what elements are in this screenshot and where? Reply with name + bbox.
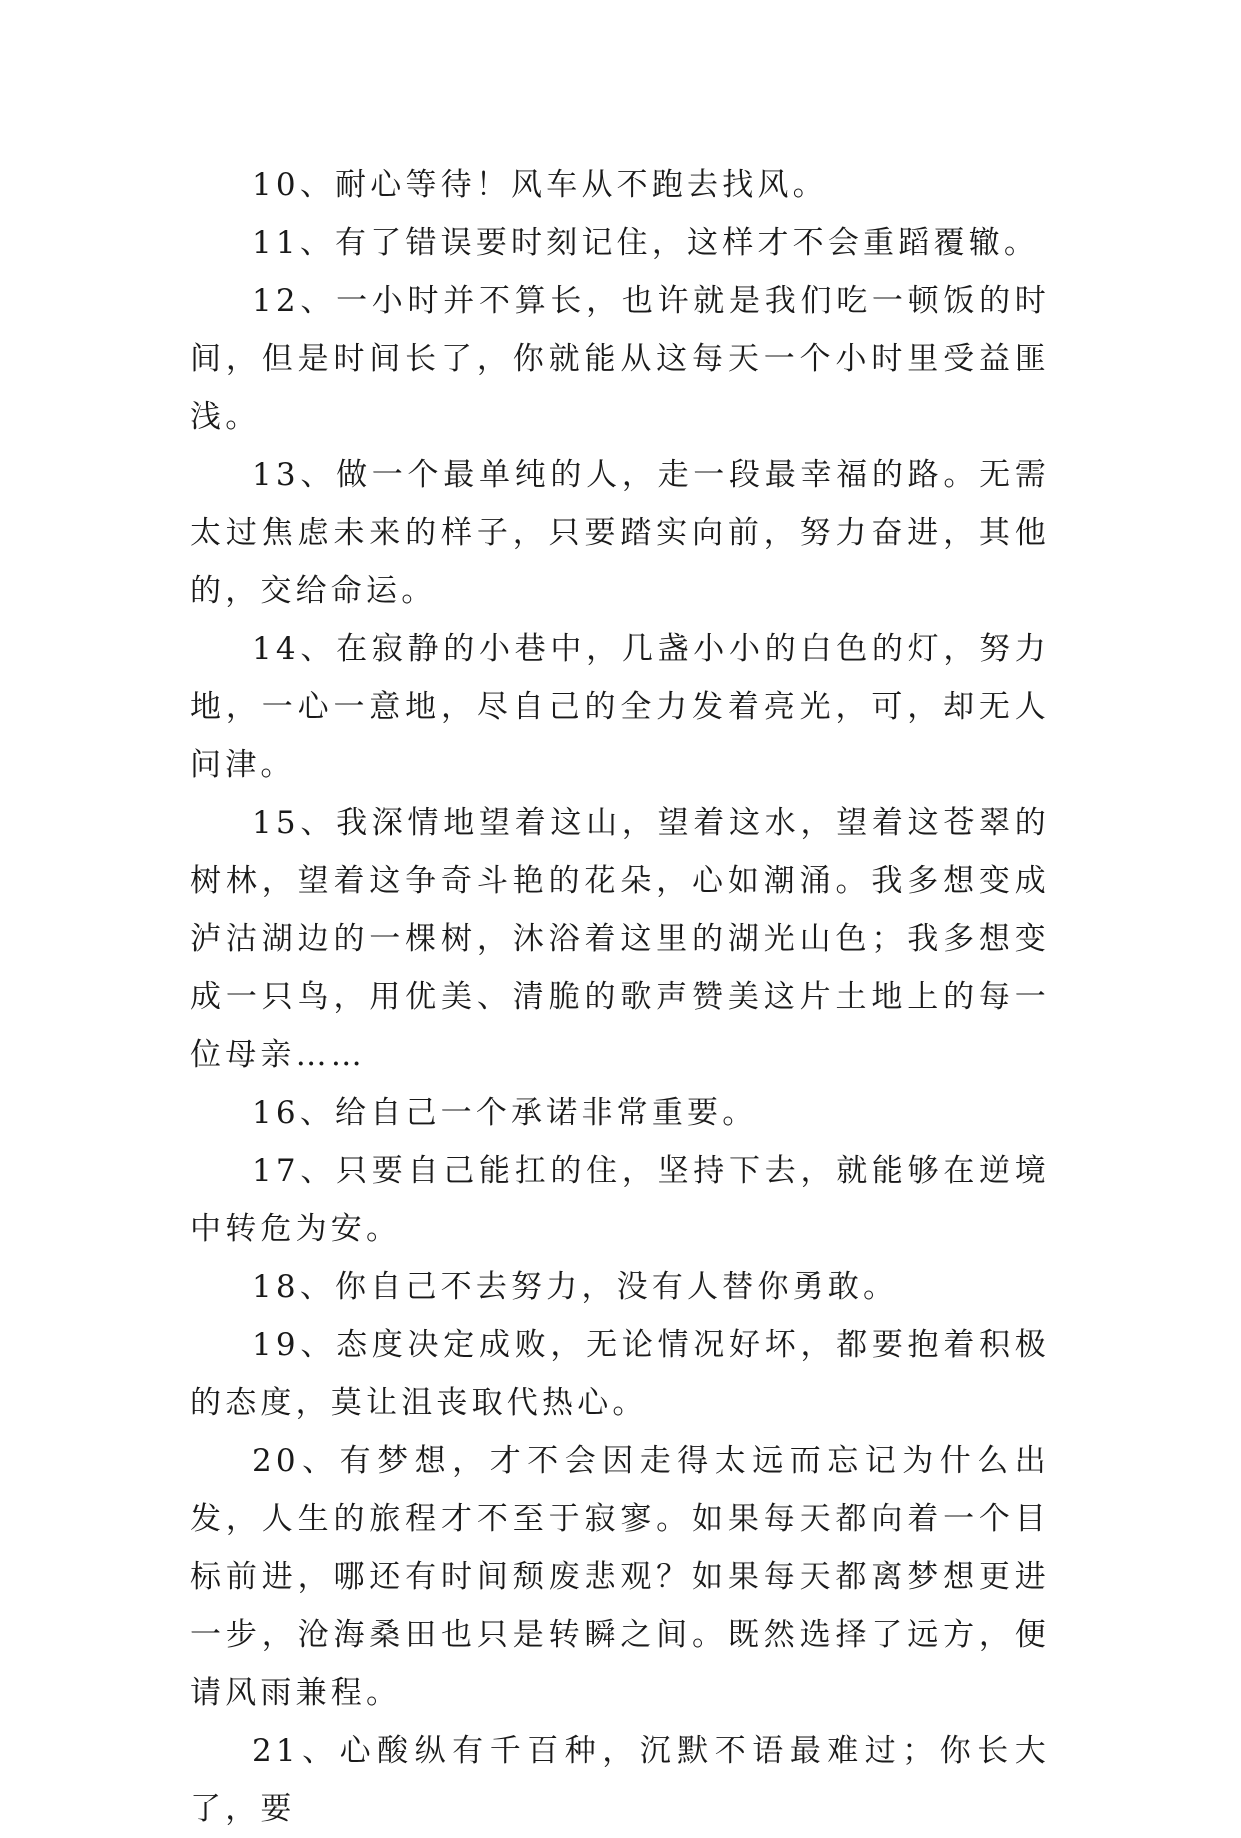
paragraph-15: 15、我深情地望着这山，望着这水，望着这苍翠的树林，望着这争奇斗艳的花朵，心如潮涌。我多想变成泸沽湖边的一棵树，沐浴着这里的湖光山色；我多想变成一只鸟，用优美、清脆的歌声赞美这片土地上的每一位母亲…… <box>190 805 1050 1073</box>
paragraph-19: 19、态度决定成败，无论情况好坏，都要抱着积极的态度，莫让沮丧取代热心。 <box>190 1327 1050 1421</box>
paragraph-18: 18、你自己不去努力，没有人替你勇敢。 <box>252 1269 899 1305</box>
paragraph-20: 20、有梦想，才不会因走得太远而忘记为什么出发，人生的旅程才不至于寂寥。如果每天都向着一个目标前进，哪还有时间颓废悲观？如果每天都离梦想更进一步，沧海桑田也只是转瞬之间。既然选择了远方，便请风雨兼程。 <box>190 1443 1050 1711</box>
document-body <box>190 156 1050 1838</box>
paragraph-21: 21、心酸纵有千百种，沉默不语最难过；你长大了，要 <box>190 1733 1050 1827</box>
paragraph-17: 17、只要自己能扛的住，坚持下去，就能够在逆境中转危为安。 <box>190 1153 1050 1247</box>
paragraph-16: 16、给自己一个承诺非常重要。 <box>252 1095 758 1131</box>
paragraph-10: 10、耐心等待！风车从不跑去找风。 <box>252 167 828 203</box>
paragraph-12: 12、一小时并不算长，也许就是我们吃一顿饭的时间，但是时间长了，你就能从这每天一个小时里受益匪浅。 <box>190 283 1050 435</box>
paragraph-14: 14、在寂静的小巷中，几盏小小的白色的灯，努力地，一心一意地，尽自己的全力发着亮光，可，却无人问津。 <box>190 631 1050 783</box>
paragraph-11: 11、有了错误要时刻记住，这样才不会重蹈覆辙。 <box>252 225 1040 261</box>
paragraph-13: 13、做一个最单纯的人，走一段最幸福的路。无需太过焦虑未来的样子，只要踏实向前，努力奋进，其他的，交给命运。 <box>190 457 1050 609</box>
